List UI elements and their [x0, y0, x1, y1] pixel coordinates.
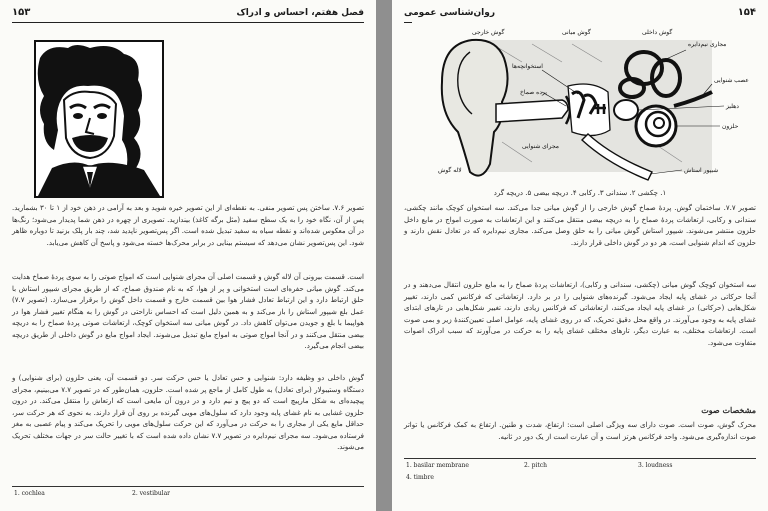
left-body-paragraph-2: گوش داخلی دو وظیفه دارد: شنوایی و حس تعادل یا حس حرکت سر. دو قسمت آن، یعنی حلزون (برای شنوایی) و دستگاه وستیبولار (برای تعادل) به طول کامل از ماجع پر شده است. حلزون، همان‌طور که در تصویر ۷.۷ می‌بینیم، مجرای پیچیده‌ای به شکل مارپیچ است که دو پیچ و نیم دارد و در درون آن مایعی است که ارتعاش را منتقل می‌کند. در درون حلزون غشایی به نام غشای پایه وجود دارد که سلول‌های مویی گیرنده بر روی آن قرار دارند. به نحوی که هر حرکت سر، حداقل مایع یکی از مجاری را به حرکت در می‌آورد که این حرکت سلول‌های مویی را تحریک می‌کند و پیام عصبی به مغز فرستاده می‌شود. سه مجرای نیم‌دایره در تصویر ۷.۷ نشان داده شده است که با تغییر حالت سر در جهات مختلف تحریک می‌شوند. [12, 374, 365, 451]
right-running-header [404, 6, 756, 23]
label-eardrum: پرده صماخ [520, 89, 547, 96]
right-footnote-3: 3. loudness [638, 462, 673, 469]
ear-anatomy-diagram [412, 22, 762, 194]
label-ear-canal: مجرای شنوایی [522, 143, 559, 150]
left-running-title: فصل هفتم، احساس و ادراک [236, 8, 364, 18]
label-pinna: لاله گوش [438, 167, 462, 174]
label-semicircular-canals: مجاری نیم‌دایره [688, 41, 727, 48]
left-page-number: ۱۵۳ [12, 7, 31, 18]
label-ossicles: استخوانچه‌ها [512, 63, 543, 70]
label-inner-ear: گوش داخلی [642, 29, 673, 36]
right-footnote-divider [404, 458, 756, 459]
label-auditory-nerve: عصب شنوایی [714, 77, 749, 84]
left-body-paragraph-1: است. قسمت بیرونی آن لاله گوش و قسمت اصلی آن مجرای شنوایی است که امواج صوتی را به سوی پردهٔ صماخ هدایت می‌کند. گوش میانی حفره‌ای است استخوانی و پر از هوا، که به نام صندوق صماخ، که از طریق مجرای شیپور استاش با حلق ارتباط دارد و این ارتباط تعادل فشار هوا بین قسمت خارج و قسمت داخل گوش را برقرار می‌سازد. (تصویر ۷.۷) عمل بلع شیپور استاش را باز می‌کند و به همین دلیل است که احساس ناراحتی در گوش را به هنگام تغییر فشار هوا در هواپیما با بلع و جویدن می‌توان کاهش داد. در گوش میانی سه استخوان کوچک، ارتعاشات صوتی پردهٔ صماخ را به دریچه بیضی منتقل می‌کنند و در آنجا امواج صوتی به امواج مایع تبدیل می‌شوند. ایجاد امواج مایع در گوش داخلی از طریق دریچه بیضی انجام می‌گیرد. [12, 273, 364, 350]
right-figure-caption: تصویر ۷.۷. ساختمان گوش. پردهٔ صماخ گوش خارجی را از گوش میانی جدا می‌کند. سه استخوان کوچک مانند چکشی، سندانی و رکابی، ارتعاشات پردهٔ صماخ را به دریچه بیضی منتقل می‌کنند و این ارتعاشات به صورت امواج در مایع داخل حلزون منتشر می‌شوند. شیپور استاش گوش میانی را به حلق وصل می‌کند. مجاری نیم‌دایره که در تعادل نقش دارند و حلزون که اندام شنوایی است، هر دو در گوش داخلی قرار دارند. [404, 204, 757, 247]
ear-diagram-legend: ۱. چکشی ۲. سندانی ۳. رکابی ۴. دریچه بیضی ۵. دریچه گرد [493, 189, 667, 197]
left-footnote-2: 2. vestibular [132, 490, 171, 497]
label-outer-ear: گوش خارجی [472, 29, 505, 36]
left-footnote-1: 1. cochlea [14, 490, 45, 497]
right-body-paragraph-1: سه استخوان کوچک گوش میانی (چکشی، سندانی و رکابی)، ارتعاشات پردهٔ صماخ را به مایع حلزون انتقال می‌دهند و در آنجا حرکاتی در غشای پایه ایجاد می‌شود. گیرنده‌های شنوایی را در بر دارد. ارتعاشاتی که فرکانس کمی دارند، تغییر شکل‌هایی (حرکاتی) در غشای پایه ایجاد می‌کنند، ارتعاشاتی که فرکانس زیادی دارند، تغییر شکل‌هایی در تارهای ابتدای غشای پایه به وجود می‌آورند. در واقع محل دقیق تحریک، که در روی غشای پایه، عوامل اصلی تعیین‌کنندهٔ زیر و بمی صوت است. ارتعاشات مختلف، به عبارت دیگر، تارهای مختلف غشای پایه را به حرکت در می‌آورند که سبب ادراک اصوات متفاوت می‌شود. [404, 281, 756, 347]
right-page-number: ۱۵۴ [737, 7, 756, 18]
left-figure-caption: تصویر ۷.۶. ساختن پس تصویر منفی. به نقطه‌ای از این تصویر خیره شوید و بعد به آرامی در ذهن خود از ۱ تا ۳۰ بشمارید. پس از آن، نگاه خود را به یک سطح سفید (مثل برگه کاغذ) بیندازید. تصویری از چهره در ذهن شما پدیدار می‌شود؛ رنگ‌ها در آن معکوس شده‌اند و نقطه سیاه به سفید تبدیل شده است. اگر پس‌تصویر ناپدید شد، چند بار پلک بزنید تا دوباره ظاهر شود. این پس‌تصویر نشان می‌دهد که سیستم بینایی در برابر محرک‌ها خسته می‌شود و پاسخ آن کاهش می‌یابد. [12, 204, 365, 247]
left-running-header [12, 6, 364, 23]
label-cochlea: حلزون [722, 123, 739, 130]
right-page [392, 0, 768, 511]
label-middle-ear: گوش میانی [562, 29, 591, 36]
right-footnote-2: 2. pitch [524, 462, 548, 469]
right-body-paragraph-2: محرک گوش، صوت است. صوت دارای سه ویژگی اصلی است: ارتفاع، شدت و طنین. ارتفاع به کمک فرکانس یا تواتر صوت اندازه‌گیری می‌شود. واحد فرکانس هرتز است و آن عبارت است از یک دور در ثانیه. [404, 421, 756, 441]
right-footnote-1: 1. basilar membrane [406, 462, 469, 469]
label-eustachian-tube: شیپور استاش [684, 167, 719, 174]
section-heading-sound-properties: مشخصات صوت [701, 405, 756, 415]
left-footnote-divider [12, 486, 364, 487]
book-gutter [376, 0, 392, 511]
afterimage-portrait-illustration [34, 40, 164, 198]
label-vestibule: دهلیز [726, 103, 739, 110]
left-page [0, 0, 376, 511]
right-running-title: روان‌شناسی عمومی [404, 8, 496, 18]
right-footnote-4: 4. timbre [406, 474, 434, 481]
